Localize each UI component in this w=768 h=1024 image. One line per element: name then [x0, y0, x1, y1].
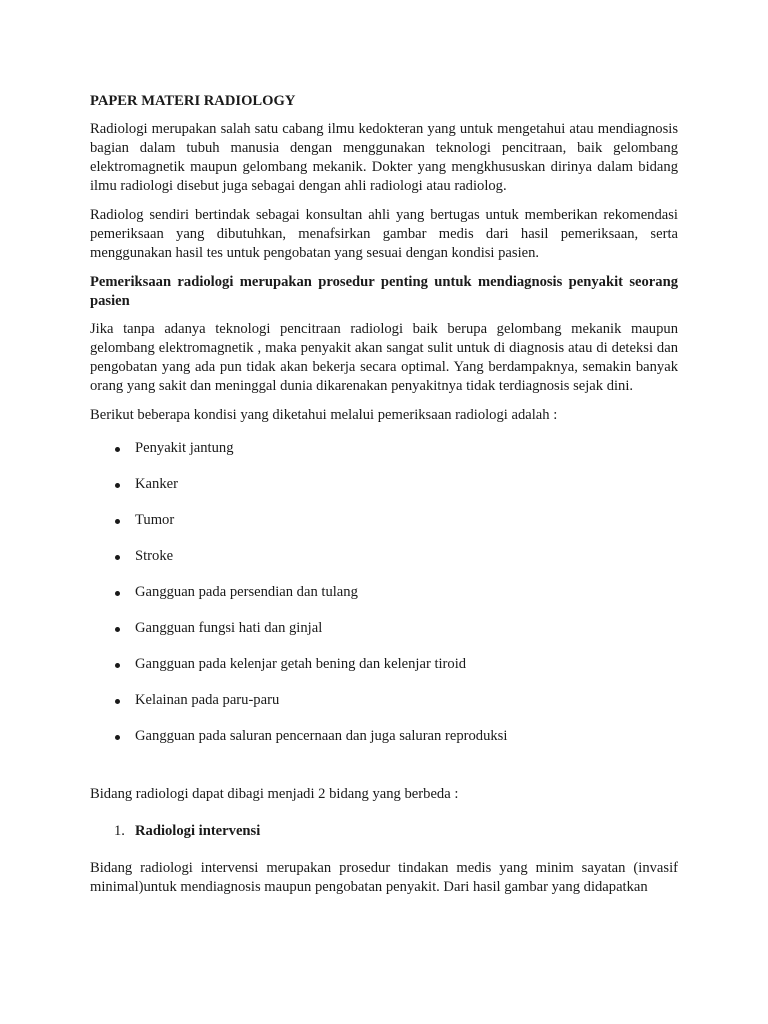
list-item — [90, 583, 678, 602]
list-item — [90, 439, 678, 458]
paragraph-importance: Jika tanpa adanya teknologi pencitraan radiologi baik berupa gelombang mekanik maupun gelombang elektromagnetik , maka penyakit akan sangat sulit untuk di diagnosis atau di deteksi dan pengobatan yang ada pun tidak akan bekerja secara optimal. Yang berdampaknya, semakin banyak orang yang sakit dan meninggal dunia dikarenakan penyakitnya tidak terdiagnosis sejak dini. — [90, 321, 678, 394]
numbered-heading-label: Radiologi intervensi — [135, 823, 261, 839]
bullet-icon — [115, 555, 120, 560]
list-item-label: Kanker — [135, 476, 178, 492]
list-item-label: Tumor — [135, 512, 175, 528]
list-item — [90, 511, 678, 530]
bullet-icon — [115, 699, 120, 704]
list-item-label: Gangguan fungsi hati dan ginjal — [135, 620, 323, 636]
bullet-icon — [115, 663, 120, 668]
paragraph-radiolog-role: Radiolog sendiri bertindak sebagai konsultan ahli yang bertugas untuk memberikan rekomendasi pemeriksaan yang dibutuhkan, menafsirkan gambar medis dari hasil pemeriksaan, serta menggunakan hasil tes untuk pengobatan yang sesuai dengan kondisi pasien. — [90, 207, 678, 261]
spacer — [90, 763, 678, 785]
document-title: PAPER MATERI RADIOLOGY — [90, 93, 296, 109]
list-item — [90, 727, 678, 746]
list-item-label: Gangguan pada kelenjar getah bening dan kelenjar tiroid — [135, 656, 467, 672]
numbered-heading-radiologi-intervensi — [90, 822, 678, 841]
list-item — [90, 475, 678, 494]
list-item — [90, 655, 678, 674]
list-item-label: Penyakit jantung — [135, 440, 234, 456]
list-item-label: Kelainan pada paru-paru — [135, 692, 280, 708]
paragraph-conditions-intro: Berikut beberapa kondisi yang diketahui melalui pemeriksaan radiologi adalah : — [90, 407, 558, 423]
bullet-icon — [115, 591, 120, 596]
paragraph-intervensi: Bidang radiologi intervensi merupakan prosedur tindakan medis yang minim sayatan (invasif minimal)untuk mendiagnosis maupun pengobatan penyakit. Dari hasil gambar yang didapatkan — [90, 860, 678, 895]
bullet-icon — [115, 735, 120, 740]
bullet-icon — [115, 519, 120, 524]
document-page — [90, 92, 678, 907]
list-item-label: Stroke — [135, 548, 174, 564]
list-item-label: Gangguan pada saluran pencernaan dan juga saluran reproduksi — [135, 728, 508, 744]
section-heading-pemeriksaan: Pemeriksaan radiologi merupakan prosedur penting untuk mendiagnosis penyakit seorang pasien — [90, 274, 678, 309]
paragraph-intro: Radiologi merupakan salah satu cabang ilmu kedokteran yang untuk mengetahui atau mendiagnosis bagian dalam tubuh manusia dengan menggunakan teknologi pencitraan, baik gelombang elektromagnetik maupun gelombang mekanik. Dokter yang mengkhususkan dirinya dalam bidang ilmu radiologi disebut juga sebagai dengan ahli radiologi atau radiolog. — [90, 121, 678, 194]
bullet-icon — [115, 627, 120, 632]
bullet-icon — [115, 483, 120, 488]
list-number: 1. — [114, 823, 125, 839]
bullet-icon — [115, 447, 120, 452]
paragraph-fields-intro: Bidang radiologi dapat dibagi menjadi 2 bidang yang berbeda : — [90, 786, 459, 802]
conditions-list — [90, 439, 678, 746]
list-item — [90, 691, 678, 710]
list-item — [90, 619, 678, 638]
list-item-label: Gangguan pada persendian dan tulang — [135, 584, 358, 600]
list-item — [90, 547, 678, 566]
